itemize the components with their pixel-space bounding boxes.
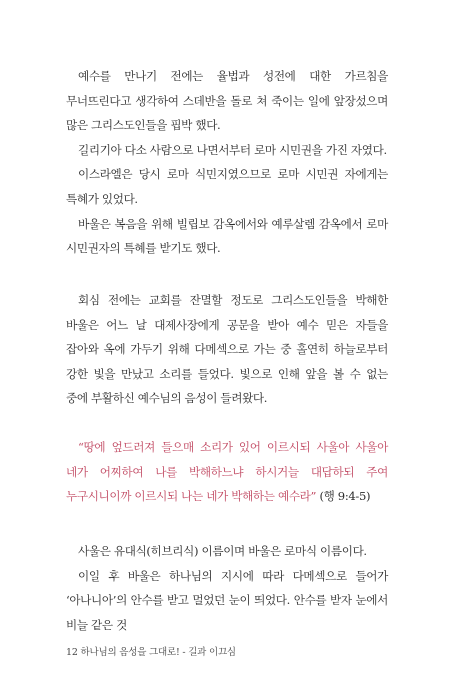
paragraph: 이일 후 바울은 하나님의 지시에 따라 다메섹으로 들어가 ‘아나니아’의 안수를 받고 멀었던 눈이 띄었다. 안수를 받자 눈에서 비늘 같은 것 [66,568,388,632]
text-section-2 [66,288,388,411]
paragraph: 길리기아 다소 사람으로 나면서부터 로마 시민권을 가진 자였다. [78,142,387,157]
page-number: 12 [66,647,78,658]
paragraph: 이스라엘은 당시 로마 식민지였으므로 로마 시민권 자에게는 특혜가 있었다. [66,167,388,206]
scripture-quote [66,435,388,509]
page-footer [66,644,236,658]
paragraph: 바울은 복음을 위해 빌립보 감옥에서와 예루살렘 감옥에서 로마 시민권자의 특혜를 받기도 했다. [66,216,388,256]
scripture-quote-text: “땅에 엎드러져 들으매 소리가 있어 이르시되 사울아 사울아 네가 어찌하여 나를 박해하느냐 하시거늘 대답하되 주여 누구시니이까 이르시되 나는 네가 박해하는 예수라” [66,440,388,504]
paragraph: 예수를 만나기 전에는 율법과 성전에 대한 가르침을 무너뜨린다고 생각하여 스데반을 돌로 쳐 죽이는 일에 앞장섰으며 많은 그리스도인들을 핍박 했다. [66,69,388,133]
scripture-reference: (행 9:4-5) [316,489,371,504]
scripture-quote-section [66,435,388,509]
paragraph: 사울은 유대식(히브리식) 이름이며 바울은 로마식 이름이다. [78,544,367,558]
text-section-3 [66,539,388,637]
text-section-1 [66,64,388,261]
running-title: 하나님의 음성을 그대로! - 길과 이끄심 [80,647,236,658]
paragraph: 회심 전에는 교회를 잔멸할 정도로 그리스도인들을 박해한 바울은 어느 날 대제사장에게 공문을 받아 예수 믿은 자들을 잡아와 옥에 가두기 위해 다메섹으로 가는 중 홀연히 하늘로부터 강한 빛을 만났고 소리를 들었다. 빛으로 인해 앞을 볼 수 없는 중에 부활하신 예수님의 음성이 들려왔다. [66,293,388,406]
